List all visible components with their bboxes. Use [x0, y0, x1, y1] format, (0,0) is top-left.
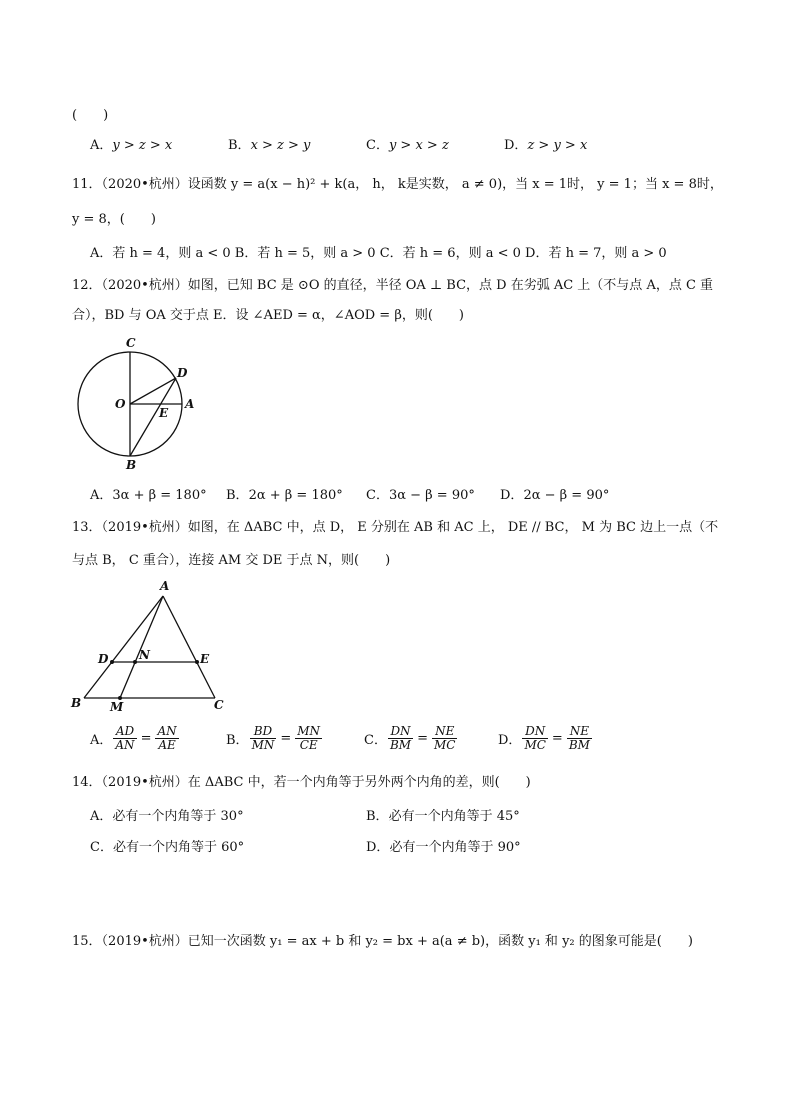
q13-label-a: A — [160, 579, 170, 593]
q12-choice-d[interactable]: D．2α − β = 90° — [500, 488, 610, 503]
q13-triangle-figure — [68, 575, 238, 715]
q12-label-d: D — [177, 366, 188, 380]
q12-label-b: B — [126, 458, 137, 472]
q14-stem: 14．（2019•杭州）在 ΔABC 中，若一个内角等于另外两个内角的差，则( ) — [72, 775, 531, 790]
fraction: $\frac{NE}{BM}$ — [568, 724, 590, 752]
fraction: $\frac{DN}{BM}$ — [389, 724, 412, 752]
q13-label-e: E — [200, 652, 210, 666]
q14-choice-d[interactable]: D．必有一个内角等于 90° — [366, 840, 521, 855]
q11-stem-line2: y = 8，( ) — [72, 212, 156, 227]
q13-choice-a[interactable]: A． $\frac{AD}{AN}$ = $\frac{AN}{AE}$ — [90, 724, 177, 752]
q12-stem-line2: 合），BD 与 OA 交于点 E．设 ∠AED = α，∠AOD = β，则( ) — [72, 308, 464, 323]
q12-label-a: A — [185, 397, 195, 411]
q12-choice-a[interactable]: A．3α + β = 180° — [90, 488, 207, 503]
q14-choice-b[interactable]: B．必有一个内角等于 45° — [366, 809, 520, 824]
q10-choice-d[interactable]: D．z > y > x — [504, 138, 588, 153]
q12-label-c: C — [126, 336, 136, 350]
q13-label-n: N — [139, 648, 150, 662]
q11-stem-line1: 11．（2020•杭州）设函数 y = a(x − h)² + k(a， h， k是实数， a ≠ 0)，当 x = 1时， y = 1；当 x = 8时， — [72, 177, 723, 192]
q13-label-c: C — [214, 698, 224, 712]
q12-label-e: E — [159, 406, 169, 420]
q14-choice-a[interactable]: A．必有一个内角等于 30° — [90, 809, 244, 824]
q13-label-b: B — [71, 696, 82, 710]
q12-circle-figure — [70, 333, 210, 473]
fraction: $\frac{DN}{MC}$ — [524, 724, 546, 752]
q11-choices[interactable]: A．若 h = 4，则 a < 0 B．若 h = 5，则 a > 0 C．若 h = 6，则 a < 0 D．若 h = 7，则 a > 0 — [90, 246, 667, 261]
q13-stem-line2: 与点 B， C 重合），连接 AM 交 DE 于点 N，则( ) — [72, 553, 391, 568]
q12-stem-line1: 12．（2020•杭州）如图，已知 BC 是 ⊙O 的直径，半径 OA ⊥ BC，点 D 在劣弧 AC 上（不与点 A，点 C 重 — [72, 278, 714, 293]
q12-choice-b[interactable]: B．2α + β = 180° — [226, 488, 343, 503]
q13-choice-d[interactable]: D． $\frac{DN}{MC}$ = $\frac{NE}{BM}$ — [498, 724, 590, 752]
fraction: $\frac{MN}{CE}$ — [297, 724, 321, 752]
q10-paren: ( ) — [72, 108, 109, 123]
q13-label-d: D — [98, 652, 109, 666]
fraction: $\frac{AD}{AN}$ — [115, 724, 135, 752]
q12-label-o: O — [115, 397, 126, 411]
q10-choice-b[interactable]: B．x > z > y — [228, 138, 311, 153]
q14-choice-c[interactable]: C．必有一个内角等于 60° — [90, 840, 245, 855]
q10-choice-a[interactable]: A．y > z > x — [90, 138, 173, 153]
q13-stem-line1: 13．（2019•杭州）如图，在 ΔABC 中，点 D， E 分别在 AB 和 AC 上， DE // BC， M 为 BC 边上一点（不 — [72, 520, 719, 535]
fraction: $\frac{BD}{MN}$ — [251, 724, 275, 752]
q12-choice-c[interactable]: C．3α − β = 90° — [366, 488, 475, 503]
q10-choice-c[interactable]: C．y > x > z — [366, 138, 449, 153]
q13-choice-c[interactable]: C． $\frac{DN}{BM}$ = $\frac{NE}{MC}$ — [364, 724, 456, 752]
q13-choice-b[interactable]: B． $\frac{BD}{MN}$ = $\frac{MN}{CE}$ — [226, 724, 321, 752]
q13-label-m: M — [110, 700, 124, 714]
fraction: $\frac{NE}{MC}$ — [433, 724, 456, 752]
fraction: $\frac{AN}{AE}$ — [157, 724, 177, 752]
q15-stem: 15．（2019•杭州）已知一次函数 y₁ = ax + b 和 y₂ = bx + a(a ≠ b)，函数 y₁ 和 y₂ 的图象可能是( ) — [72, 934, 693, 949]
